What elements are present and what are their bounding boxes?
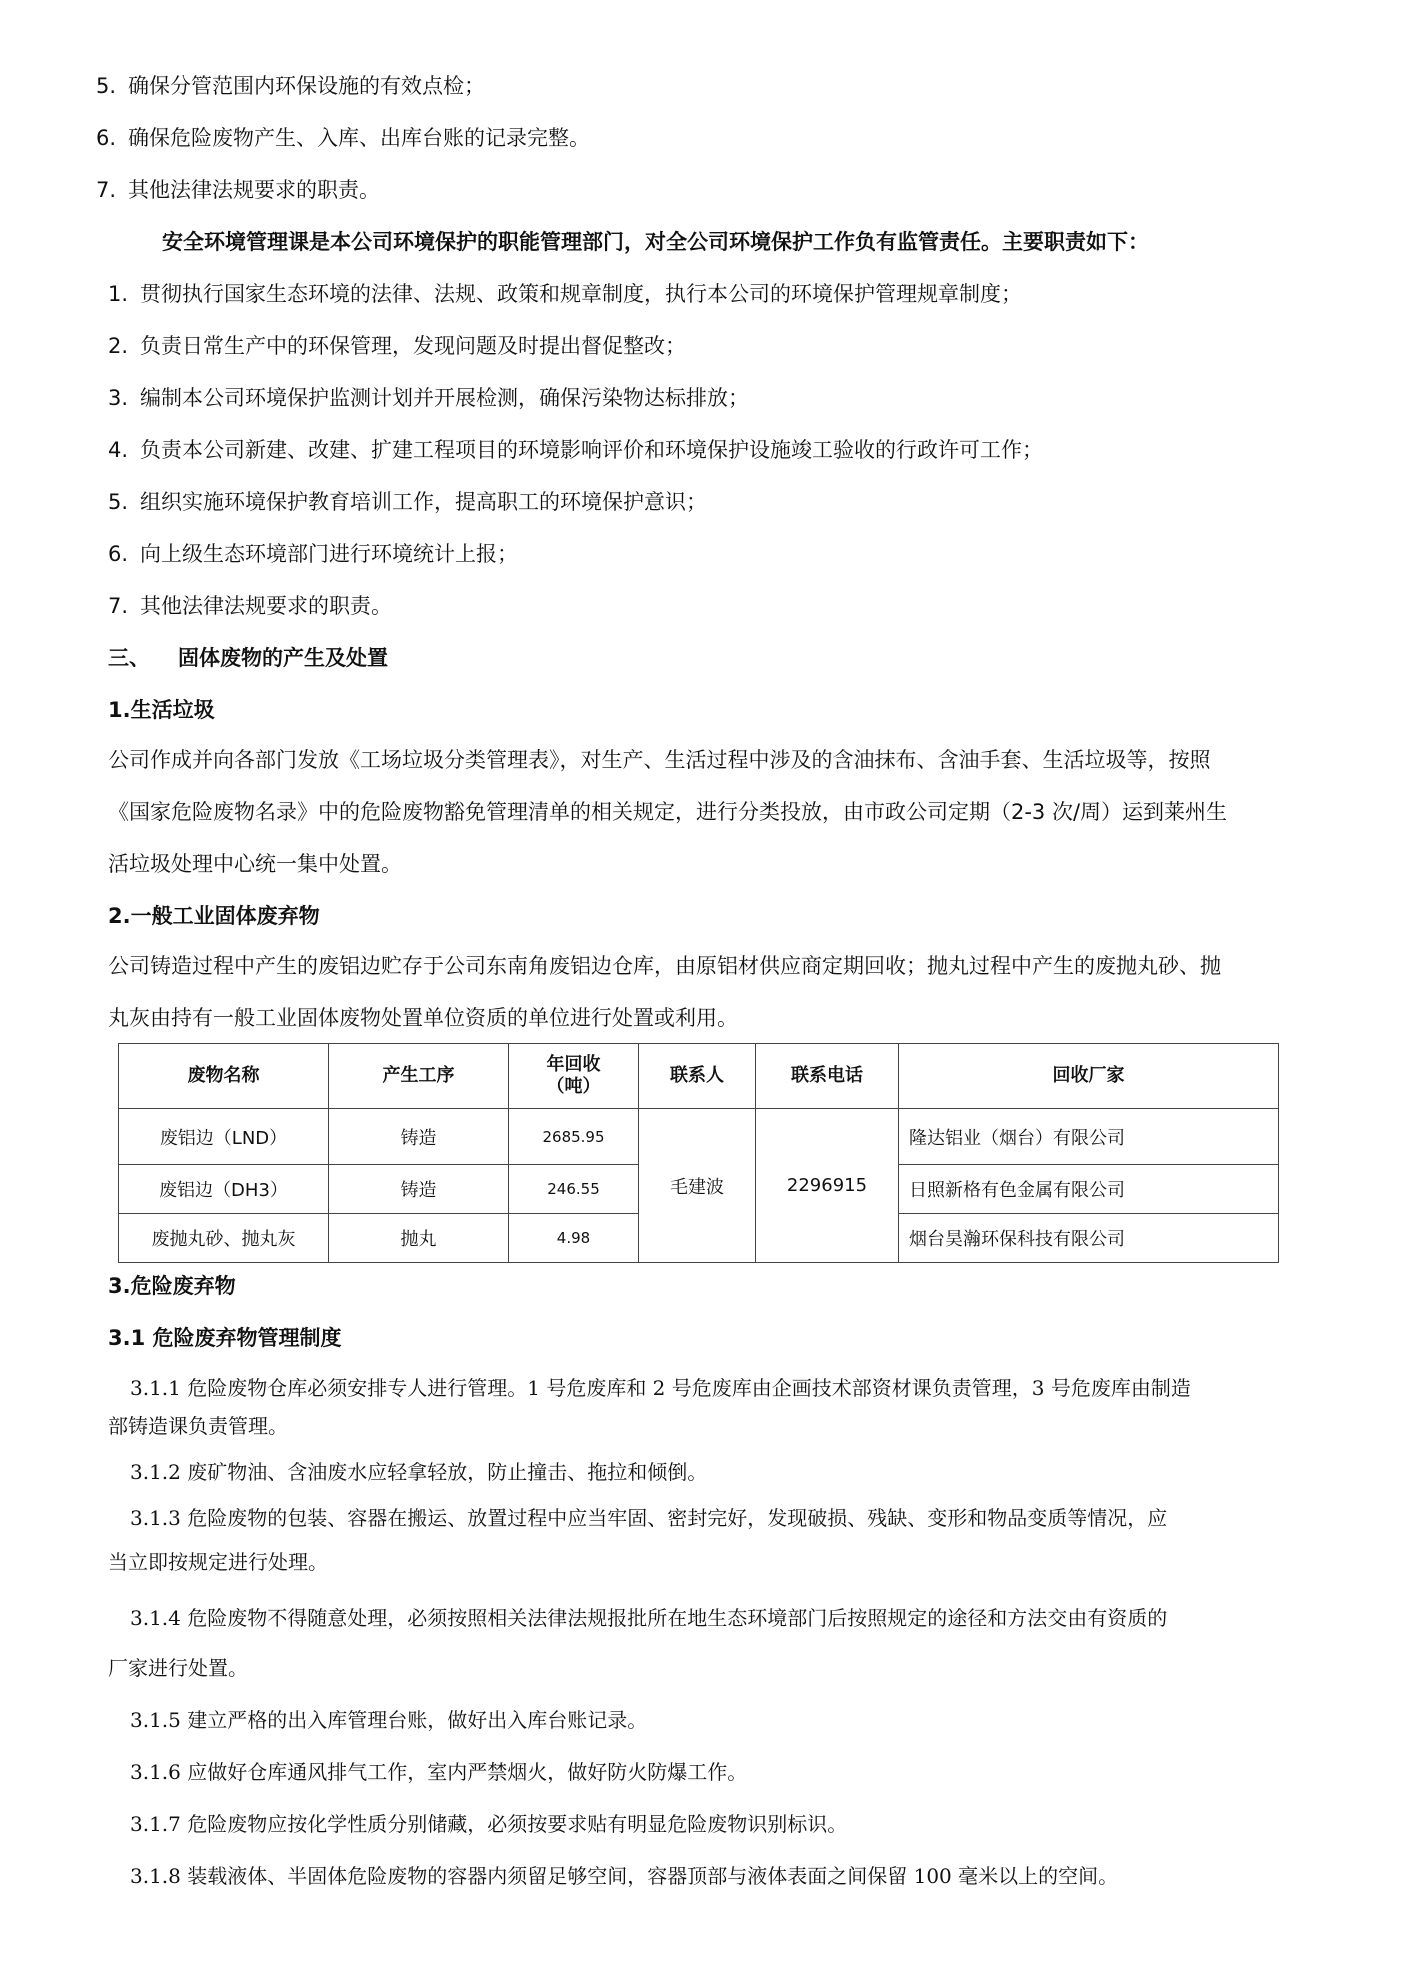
process-cell: 抛丸	[329, 1214, 509, 1263]
paragraph-line: 丸灰由持有一般工业固体废物处置单位资质的单位进行处置或利用。	[108, 1006, 738, 1030]
department-intro: 安全环境管理课是本公司环境保护的职能管理部门，对全公司环境保护工作负有监管责任。主要职责如下：	[162, 230, 1149, 254]
company-cell: 日照新格有色金属有限公司	[899, 1165, 1279, 1214]
phone-cell: 2296915	[756, 1109, 899, 1263]
waste-recycling-table	[118, 1043, 1279, 1263]
list-item: 7. 其他法律法规要求的职责。	[108, 594, 393, 618]
rule-line: 3.1.6 应做好仓库通风排气工作，室内严禁烟火，做好防火防爆工作。	[130, 1760, 748, 1784]
list-item: 6. 确保危险废物产生、入库、出库台账的记录完整。	[96, 126, 591, 150]
rule-line: 3.1.5 建立严格的出入库管理台账，做好出入库台账记录。	[130, 1708, 648, 1732]
paragraph-line: 《国家危险废物名录》中的危险废物豁免管理清单的相关规定，进行分类投放，由市政公司定期（2-3 次/周）运到莱州生	[108, 800, 1228, 824]
paragraph-line: 公司作成并向各部门发放《工场垃圾分类管理表》，对生产、生活过程中涉及的含油抹布、含油手套、生活垃圾等，按照	[108, 748, 1211, 772]
rule-line: 当立即按规定进行处理。	[108, 1550, 328, 1574]
list-item: 2. 负责日常生产中的环保管理，发现问题及时提出督促整改；	[108, 334, 687, 358]
process-cell: 铸造	[329, 1109, 509, 1165]
rule-line: 3.1.3 危险废物的包装、容器在搬运、放置过程中应当牢固、密封完好，发现破损、残缺、变形和物品变质等情况，应	[130, 1506, 1168, 1530]
list-item: 4. 负责本公司新建、改建、扩建工程项目的环境影响评价和环境保护设施竣工验收的行政许可工作；	[108, 438, 1044, 462]
subsection-heading: 3.危险废弃物	[108, 1274, 236, 1298]
column-header: 联系人	[639, 1044, 756, 1109]
column-header: 产生工序	[329, 1044, 509, 1109]
list-item: 5. 组织实施环境保护教育培训工作，提高职工的环境保护意识；	[108, 490, 708, 514]
contact-cell: 毛建波	[639, 1109, 756, 1263]
list-item: 6. 向上级生态环境部门进行环境统计上报；	[108, 542, 519, 566]
table-row	[119, 1109, 1279, 1165]
rule-line: 3.1.8 装载液体、半固体危险废物的容器内须留足够空间，容器顶部与液体表面之间保留 100 毫米以上的空间。	[130, 1864, 1119, 1888]
rule-line: 部铸造课负责管理。	[108, 1414, 288, 1438]
subsection-heading: 1.生活垃圾	[108, 698, 215, 722]
waste-name-cell: 废铝边（DH3）	[119, 1165, 329, 1214]
waste-name-cell: 废铝边（LND）	[119, 1109, 329, 1165]
table-header-row	[119, 1044, 1279, 1109]
column-header: 回收厂家	[899, 1044, 1279, 1109]
waste-name-cell: 废抛丸砂、抛丸灰	[119, 1214, 329, 1263]
subsection-heading: 3.1 危险废弃物管理制度	[108, 1326, 342, 1350]
paragraph-line: 活垃圾处理中心统一集中处置。	[108, 852, 402, 876]
amount-cell: 2685.95	[509, 1109, 639, 1165]
list-item: 5. 确保分管范围内环保设施的有效点检；	[96, 74, 486, 98]
section-heading: 三、 固体废物的产生及处置	[108, 646, 388, 670]
company-cell: 烟台昊瀚环保科技有限公司	[899, 1214, 1279, 1263]
paragraph-line: 公司铸造过程中产生的废铝边贮存于公司东南角废铝边仓库，由原铝材供应商定期回收；抛丸过程中产生的废抛丸砂、抛	[108, 954, 1221, 978]
amount-cell: 246.55	[509, 1165, 639, 1214]
list-item: 1. 贯彻执行国家生态环境的法律、法规、政策和规章制度，执行本公司的环境保护管理规章制度；	[108, 282, 1023, 306]
column-header: 废物名称	[119, 1044, 329, 1109]
amount-cell: 4.98	[509, 1214, 639, 1263]
column-header: 联系电话	[756, 1044, 899, 1109]
subsection-heading: 2.一般工业固体废弃物	[108, 904, 320, 928]
column-header: 年回收 （吨）	[509, 1044, 639, 1109]
process-cell: 铸造	[329, 1165, 509, 1214]
list-item: 7. 其他法律法规要求的职责。	[96, 178, 381, 202]
rule-line: 3.1.7 危险废物应按化学性质分别储藏，必须按要求贴有明显危险废物识别标识。	[130, 1812, 848, 1836]
rule-line: 3.1.1 危险废物仓库必须安排专人进行管理。1 号危废库和 2 号危废库由企画技术部资材课负责管理，3 号危废库由制造	[130, 1376, 1191, 1400]
rule-line: 3.1.2 废矿物油、含油废水应轻拿轻放，防止撞击、拖拉和倾倒。	[130, 1460, 708, 1484]
list-item: 3. 编制本公司环境保护监测计划并开展检测，确保污染物达标排放；	[108, 386, 750, 410]
company-cell: 隆达铝业（烟台）有限公司	[899, 1109, 1279, 1165]
rule-line: 3.1.4 危险废物不得随意处理，必须按照相关法律法规报批所在地生态环境部门后按照规定的途径和方法交由有资质的	[130, 1606, 1168, 1630]
rule-line: 厂家进行处置。	[108, 1656, 248, 1680]
